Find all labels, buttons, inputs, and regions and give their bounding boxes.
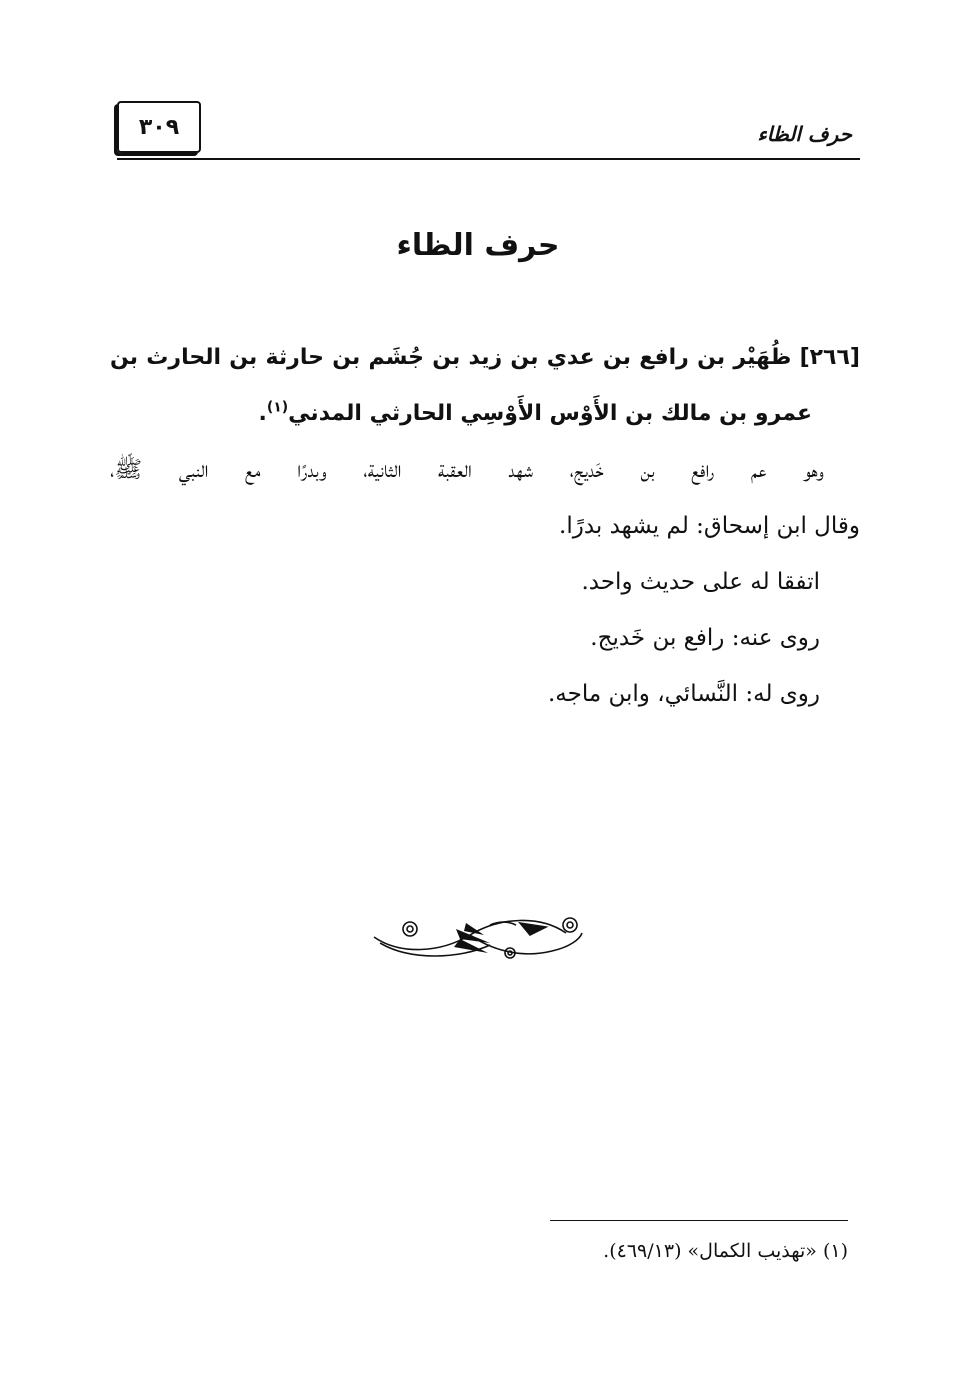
entry-body-line: روى له: النَّسائي، وابن ماجه. [547,681,820,707]
entry-name-line2: عمرو بن مالك بن الأَوْس الأَوْسِي الحارثي المدني [288,401,812,426]
entry-number: [٢٦٦] [799,345,860,370]
biography-entry [110,330,860,722]
footnote-rule [550,1220,848,1221]
entry-name-end: . [258,401,267,426]
page-number: ٣٠٩ [117,101,201,153]
entry-name-line1: ظُهَيْر بن رافع بن عدي بن زيد بن جُشَم بن حارثة بن الحارث بن [110,345,792,370]
header-rule [117,158,860,160]
entry-body-line: روى عنه: رافع بن خَديج. [590,625,820,651]
entry-body-line: وهو عم رافع بن خَديج، شهد العقبة الثانية، وبدرًا مع النبي ﷺ، [110,457,824,483]
footnote: (١) «تهذيب الكمال» (٤٦٩/١٣). [603,1240,848,1262]
entry-body-line: وقال ابن إسحاق: لم يشهد بدرًا. [559,513,860,539]
entry-heading-line2 [110,386,860,442]
chapter-title: حرف الظاء [396,228,560,263]
footnote-marker: (١) [266,399,289,416]
entry-heading-line1 [110,330,860,386]
floral-divider-icon [370,905,588,965]
entry-body-line: اتفقا له على حديث واحد. [581,569,820,595]
running-head: حرف الظاء [757,122,852,146]
